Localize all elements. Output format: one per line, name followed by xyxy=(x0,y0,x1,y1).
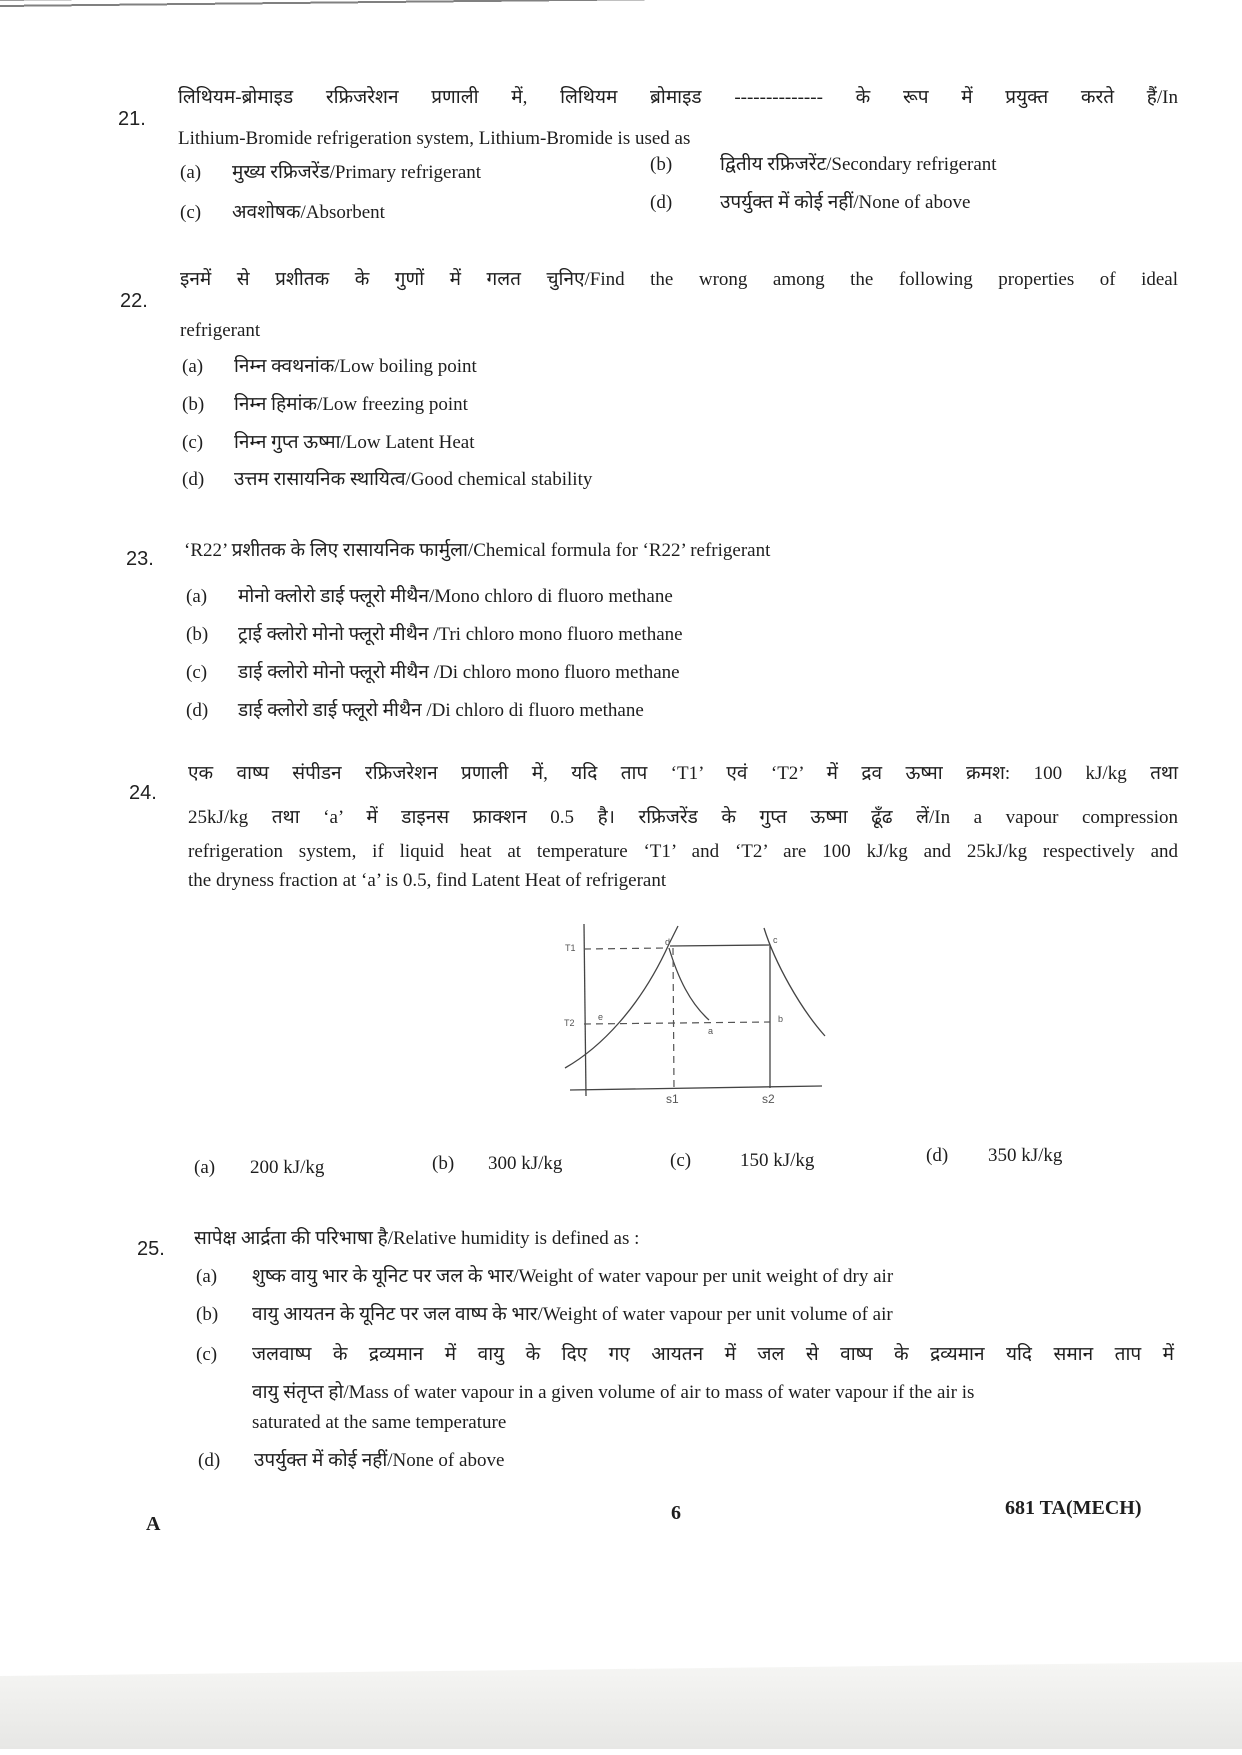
option-label: (c) xyxy=(670,1150,692,1171)
option-label: (b) xyxy=(432,1153,455,1174)
option-label: (d) xyxy=(198,1450,221,1471)
option-text: 350 kJ/kg xyxy=(988,1145,1063,1166)
option-c-text-continued-2: saturated at the same temperature xyxy=(252,1412,507,1433)
option-label: (b) xyxy=(182,394,205,415)
question-number: 25. xyxy=(137,1238,165,1260)
option-a[interactable] xyxy=(182,352,477,378)
axis-label-s2: s2 xyxy=(762,1092,775,1106)
point-label-c: c xyxy=(773,935,778,945)
option-text: ट्राई क्लोरो मोनो फ्लूरो मीथैन /Tri chloro mono fluoro methane xyxy=(238,624,683,645)
point-label-b: b xyxy=(778,1014,784,1024)
option-label: (c) xyxy=(186,662,208,683)
option-a[interactable] xyxy=(194,1157,324,1179)
option-text: जलवाष्प के द्रव्यमान में वायु के दिए गए आयतन में जल से वाष्प के द्रव्यमान यदि समान ताप में xyxy=(252,1344,1174,1365)
question-number: 23. xyxy=(126,548,154,570)
option-text: 150 kJ/kg xyxy=(740,1150,815,1171)
point-label-e: e xyxy=(598,1012,604,1022)
question-text-continued: refrigerant xyxy=(180,320,261,341)
ts-diagram xyxy=(560,918,830,1106)
option-d[interactable] xyxy=(650,188,970,214)
question-text: इनमें से प्रशीतक के गुणों में गलत चुनिए/Find the wrong among the following properties of ideal xyxy=(180,269,1178,290)
option-label: (b) xyxy=(650,154,673,175)
option-label: (c) xyxy=(180,202,202,223)
option-b[interactable] xyxy=(186,620,683,646)
question-text: ‘R22’ प्रशीतक के लिए रासायनिक फार्मुला/Chemical formula for ‘R22’ refrigerant xyxy=(184,540,771,561)
option-text: शुष्क वायु भार के यूनिट पर जल के भार/Weight of water vapour per unit weight of dry air xyxy=(252,1266,894,1287)
option-label: (a) xyxy=(186,586,208,607)
option-label: (d) xyxy=(182,469,205,490)
option-text: द्वितीय रफ्रिजरेंट/Secondary refrigerant xyxy=(720,154,997,175)
option-label: (a) xyxy=(182,356,204,377)
option-c[interactable] xyxy=(180,198,385,224)
option-text: उत्तम रासायनिक स्थायित्व/Good chemical stability xyxy=(234,469,593,490)
option-a[interactable] xyxy=(196,1262,893,1288)
option-text: मोनो क्लोरो डाई फ्लूरो मीथैन/Mono chloro di fluoro methane xyxy=(238,586,673,607)
option-text: उपर्युक्त में कोई नहीं/None of above xyxy=(720,192,971,213)
option-label: (b) xyxy=(186,624,209,645)
option-text: निम्न हिमांक/Low freezing point xyxy=(234,394,468,415)
option-label: (a) xyxy=(196,1266,218,1287)
option-label: (c) xyxy=(182,432,204,453)
question-number: 22. xyxy=(120,290,148,312)
option-text: उपर्युक्त में कोई नहीं/None of above xyxy=(254,1450,505,1471)
scan-edge-top xyxy=(0,0,700,14)
question-text-english: Lithium-Bromide refrigeration system, Lithium-Bromide is used as xyxy=(178,128,691,149)
footer-set-code: A xyxy=(146,1513,161,1535)
question-text-english-2: the dryness fraction at ‘a’ is 0.5, find Latent Heat of refrigerant xyxy=(188,870,667,891)
option-label: (d) xyxy=(926,1145,949,1166)
axis-label-s1: s1 xyxy=(666,1092,679,1106)
option-label: (c) xyxy=(196,1344,218,1365)
scan-edge-bottom xyxy=(0,1662,1242,1755)
option-text: अवशोषक/Absorbent xyxy=(232,202,385,223)
question-text: सापेक्ष आर्द्रता की परिभाषा है/Relative humidity is defined as : xyxy=(194,1228,640,1249)
option-text: मुख्य रफ्रिजरेंड/Primary refrigerant xyxy=(232,162,482,183)
option-b[interactable] xyxy=(432,1153,562,1175)
option-d[interactable] xyxy=(182,465,592,491)
option-d[interactable] xyxy=(926,1145,1062,1167)
option-b[interactable] xyxy=(182,390,468,416)
option-d[interactable] xyxy=(198,1446,504,1472)
option-d[interactable] xyxy=(186,696,644,722)
question-text-hindi-2: 25kJ/kg तथा ‘a’ में डाइनस फ्राक्शन 0.5 है। रफ्रिजरेंड के गुप्त ऊष्मा ढूँढ लें/In a vapour compression xyxy=(188,807,1178,828)
question-text-english-1: refrigeration system, if liquid heat at temperature ‘T1’ and ‘T2’ are 100 kJ/kg and 25kJ/kg respectively and xyxy=(188,841,1178,862)
option-text: 200 kJ/kg xyxy=(250,1157,325,1178)
point-label-d: d xyxy=(665,937,671,947)
option-text: वायु आयतन के यूनिट पर जल वाष्प के भार/Weight of water vapour per unit volume of air xyxy=(252,1304,893,1325)
option-c[interactable] xyxy=(182,428,475,454)
option-text: डाई क्लोरो डाई फ्लूरो मीथैन /Di chloro di fluoro methane xyxy=(238,700,644,721)
question-text-hindi: लिथियम-ब्रोमाइड रफ्रिजरेशन प्रणाली में, लिथियम ब्रोमाइड -------------- के रूप में प्रयुक्त करते हैं/In xyxy=(178,87,1178,108)
option-label: (b) xyxy=(196,1304,219,1325)
footer-paper-code: 681 TA(MECH) xyxy=(1005,1497,1142,1519)
option-c[interactable] xyxy=(196,1340,1174,1366)
footer-page-number: 6 xyxy=(671,1502,681,1524)
option-text: निम्न गुप्त ऊष्मा/Low Latent Heat xyxy=(234,432,475,453)
option-text: 300 kJ/kg xyxy=(488,1153,563,1174)
option-a[interactable] xyxy=(180,158,481,184)
option-c-text-continued: वायु संतृप्त हो/Mass of water vapour in a given volume of air to mass of water vapour if the air is xyxy=(252,1382,975,1403)
option-a[interactable] xyxy=(186,582,673,608)
question-text-hindi-1: एक वाष्प संपीडन रफ्रिजरेशन प्रणाली में, यदि ताप ‘T1’ एवं ‘T2’ में द्रव ऊष्मा क्रमश: 100 kJ/kg तथा xyxy=(188,763,1178,784)
option-c[interactable] xyxy=(186,658,680,684)
option-label: (a) xyxy=(180,162,202,183)
option-label: (a) xyxy=(194,1157,216,1178)
point-label-a: a xyxy=(708,1026,714,1036)
axis-label-t2: T2 xyxy=(564,1018,575,1028)
question-number: 24. xyxy=(129,782,157,804)
option-b[interactable] xyxy=(196,1300,893,1326)
option-label: (d) xyxy=(650,192,673,213)
axis-label-t1: T1 xyxy=(565,943,576,953)
question-number: 21. xyxy=(118,108,146,130)
option-text: डाई क्लोरो मोनो फ्लूरो मीथैन /Di chloro mono fluoro methane xyxy=(238,662,680,683)
option-label: (d) xyxy=(186,700,209,721)
option-c[interactable] xyxy=(670,1150,814,1172)
option-b[interactable] xyxy=(650,150,997,176)
option-text: निम्न क्वथनांक/Low boiling point xyxy=(234,356,477,377)
